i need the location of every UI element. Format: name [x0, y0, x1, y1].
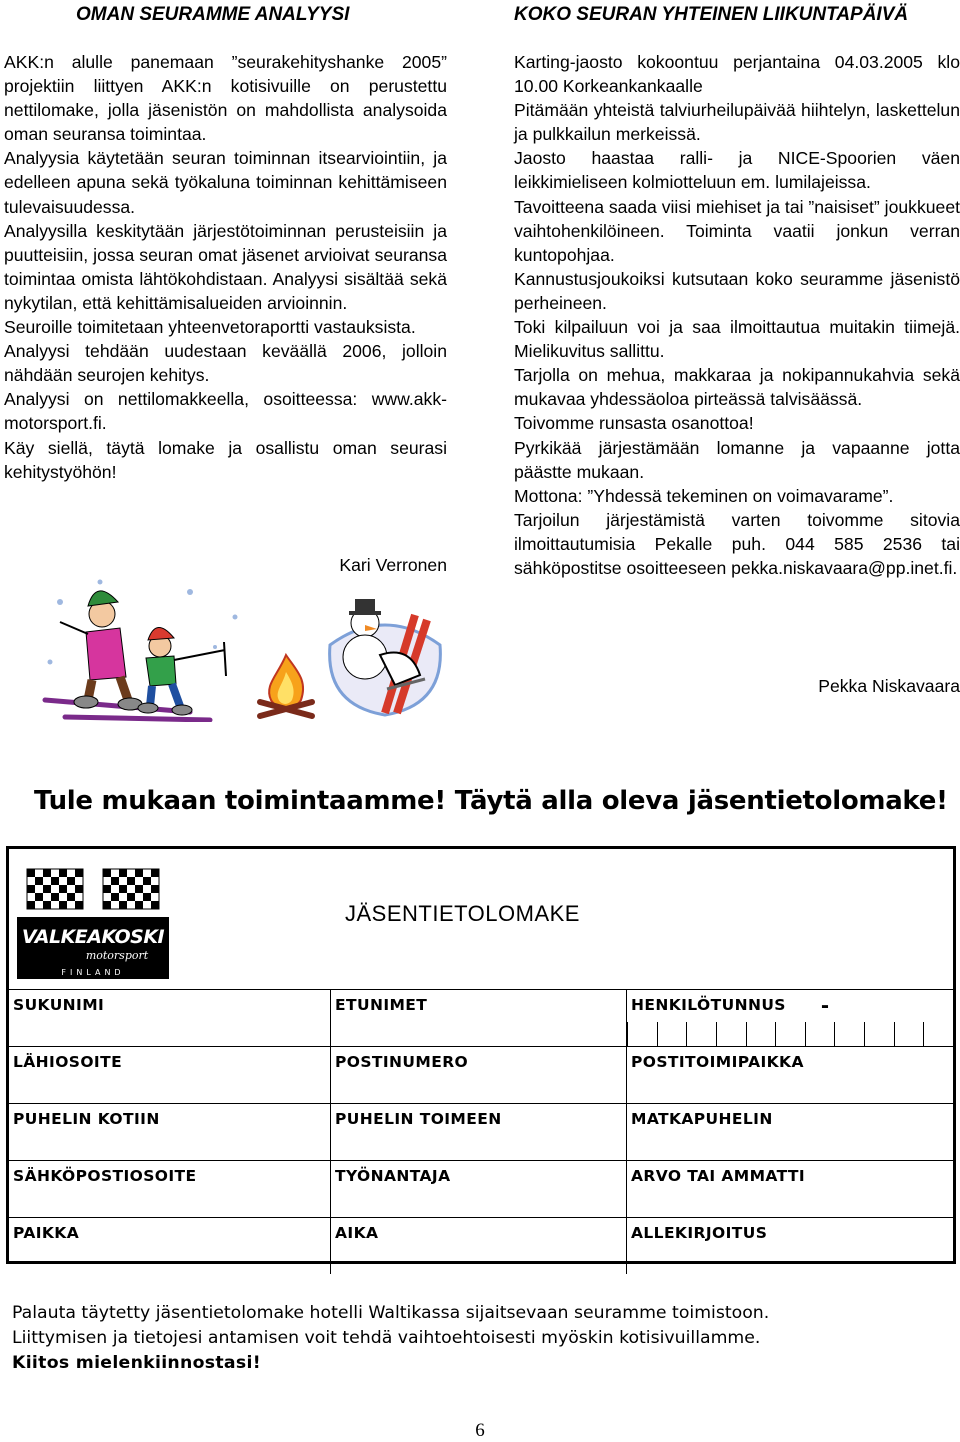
right-article-heading: KOKO SEURAN YHTEINEN LIIKUNTAPÄIVÄ — [514, 4, 909, 25]
thanks-line: Kiitos mielenkiinnostasi! — [12, 1353, 261, 1373]
logo-subtitle: motorsport — [85, 949, 149, 962]
right-paragraph: Kannustusjoukoiksi kutsutaan koko seuramme jäsenistö perheineen. — [514, 268, 960, 313]
right-paragraph: Jaosto haastaa ralli- ja NICE-Spoorien väen leikkimieliseen kolmiotteluun em. lumilajeissa. — [514, 148, 960, 193]
right-article-body — [514, 50, 960, 580]
form-row — [9, 1046, 953, 1103]
field-label: SUKUNIMI — [13, 996, 105, 1014]
field-home-phone[interactable] — [9, 1104, 331, 1160]
page-number: 6 — [475, 1420, 485, 1441]
field-date[interactable] — [331, 1218, 627, 1274]
field-surname[interactable] — [9, 990, 331, 1046]
field-label: ALLEKIRJOITUS — [631, 1224, 768, 1242]
field-work-phone[interactable] — [331, 1104, 627, 1160]
form-banner: Tule mukaan toimintaamme! Täytä alla oleva jäsentietolomake! — [34, 786, 948, 816]
left-paragraph: Analyysia käytetään seuran toiminnan itsearviointiin, ja edelleen apuna sekä työkaluna toiminnan kehittämiseen tulevaisuudessa. — [4, 148, 447, 217]
field-street-address[interactable] — [9, 1047, 331, 1103]
campfire-clipart — [256, 650, 316, 720]
form-title: JÄSENTIETOLOMAKE — [345, 901, 580, 926]
right-article — [514, 0, 960, 696]
left-paragraph: Analyysilla keskitytään järjestötoiminnan perusteisiin ja puutteisiin, jossa seuran omat jäsenet arvioivat seuransa toimintaa omista lähtökohdistaan. Analyysi sisältää sekä nykytilan, että kehittämisalueiden arvioinnin. — [4, 220, 447, 313]
right-paragraph: Pitämään yhteistä talviurheilupäivää hiihtelyn, laskettelun ja pulkkailun merkeissä. — [514, 100, 960, 145]
id-separator: - — [821, 992, 829, 1019]
field-label: ETUNIMET — [335, 996, 428, 1014]
form-fields-grid — [9, 989, 953, 1274]
left-article-body — [4, 50, 447, 484]
id-digit-boxes — [627, 1022, 953, 1046]
left-signature: Kari Verronen — [339, 555, 447, 575]
field-label: PUHELIN TOIMEEN — [335, 1110, 502, 1128]
field-employer[interactable] — [331, 1161, 627, 1217]
right-paragraph: Pyrkikää järjestämään lomanne ja vapaanne jotta päästte mukaan. — [514, 437, 960, 482]
left-paragraph: Analyysi on nettilomakkeella, osoitteessa: www.akk-motorsport.fi. — [4, 389, 447, 434]
field-label: LÄHIOSOITE — [13, 1053, 123, 1071]
snowflake-dots-icon — [48, 580, 238, 665]
skiers-clipart — [40, 572, 250, 722]
instruction-line: Liittymisen ja tietojesi antamisen voit tehdä vaihtoehtoisesti myöskin kotisivuillamme. — [12, 1328, 761, 1348]
field-label: POSTITOIMIPAIKKA — [631, 1053, 804, 1071]
club-logo — [17, 863, 169, 981]
membership-form — [6, 846, 956, 1264]
left-paragraph: AKK:n alulle panemaan ”seurakehityshanke 2005” projektiin liittyen AKK:n kotisivuille on perustettu nettilomake, jolla jäsenistön on mahdollista analysoida oman seuransa toimintaa. — [4, 52, 447, 145]
field-signature[interactable] — [627, 1218, 953, 1274]
logo-wordmark: VALKEAKOSKI — [21, 926, 165, 948]
left-article-heading: OMAN SEURAMME ANALYYSI — [76, 4, 350, 25]
field-label: PAIKKA — [13, 1224, 80, 1242]
form-row — [9, 1217, 953, 1274]
snowman-skates-clipart — [325, 585, 445, 720]
right-paragraph: Tarjolla on mehua, makkaraa ja nokipannukahvia sekä mukavaa yhdessäoloa pirteässä talvisäässä. — [514, 365, 960, 410]
left-article — [4, 0, 447, 575]
logo-country: FINLAND — [61, 968, 125, 977]
instruction-line: Palauta täytetty jäsentietolomake hotelli Waltikassa sijaitsevaan seuramme toimistoon. — [12, 1303, 770, 1323]
checkered-flags-icon — [27, 869, 159, 909]
field-postal-code[interactable] — [331, 1047, 627, 1103]
field-personal-id[interactable] — [627, 990, 953, 1046]
left-paragraph: Seuroille toimitetaan yhteenvetoraportti vastauksista. — [4, 317, 416, 338]
form-row — [9, 1160, 953, 1217]
field-title-profession[interactable] — [627, 1161, 953, 1217]
field-label: ARVO TAI AMMATTI — [631, 1167, 806, 1185]
form-row — [9, 989, 953, 1046]
left-paragraph: Käy siellä, täytä lomake ja osallistu oman seurasi kehitystyöhön! — [4, 437, 447, 482]
field-label: HENKILÖTUNNUS — [631, 996, 786, 1014]
right-paragraph: Toki kilpailuun voi ja saa ilmoittautua muitakin tiimejä. Mielikuvitus sallittu. — [514, 317, 960, 362]
field-mobile-phone[interactable] — [627, 1104, 953, 1160]
right-paragraph: Tarjoilun järjestämistä varten toivomme sitovia ilmoittautumisia Pekalle puh. 044 585 2536 tai sähköpostitse osoitteeseen pekka.niskavaara@pp.inet.fi. — [514, 509, 960, 578]
form-instructions — [12, 1301, 769, 1376]
right-paragraph: Mottona: ”Yhdessä tekeminen on voimavarame”. — [514, 485, 894, 506]
right-signature: Pekka Niskavaara — [818, 676, 960, 696]
field-label: PUHELIN KOTIIN — [13, 1110, 160, 1128]
field-email[interactable] — [9, 1161, 331, 1217]
field-post-office[interactable] — [627, 1047, 953, 1103]
field-label: SÄHKÖPOSTIOSOITE — [13, 1167, 197, 1185]
field-place[interactable] — [9, 1218, 331, 1274]
right-paragraph: Karting-jaosto kokoontuu perjantaina 04.03.2005 klo 10.00 Korkeankankaalle — [514, 52, 960, 97]
field-label: POSTINUMERO — [335, 1053, 469, 1071]
field-label: AIKA — [335, 1224, 379, 1242]
right-paragraph: Toivomme runsasta osanottoa! — [514, 413, 754, 434]
right-paragraph: Tavoitteena saada viisi miehiset ja tai ”naisiset” joukkueet vaihtohenkilöineen. Toiminta vaatii jonkun verran kuntopohjaa. — [514, 196, 960, 265]
left-paragraph: Analyysi tehdään uudestaan keväällä 2006, jolloin nähdään seurojen kehitys. — [4, 341, 447, 386]
field-label: MATKAPUHELIN — [631, 1110, 773, 1128]
field-label: TYÖNANTAJA — [335, 1167, 451, 1185]
form-row — [9, 1103, 953, 1160]
field-first-names[interactable] — [331, 990, 627, 1046]
